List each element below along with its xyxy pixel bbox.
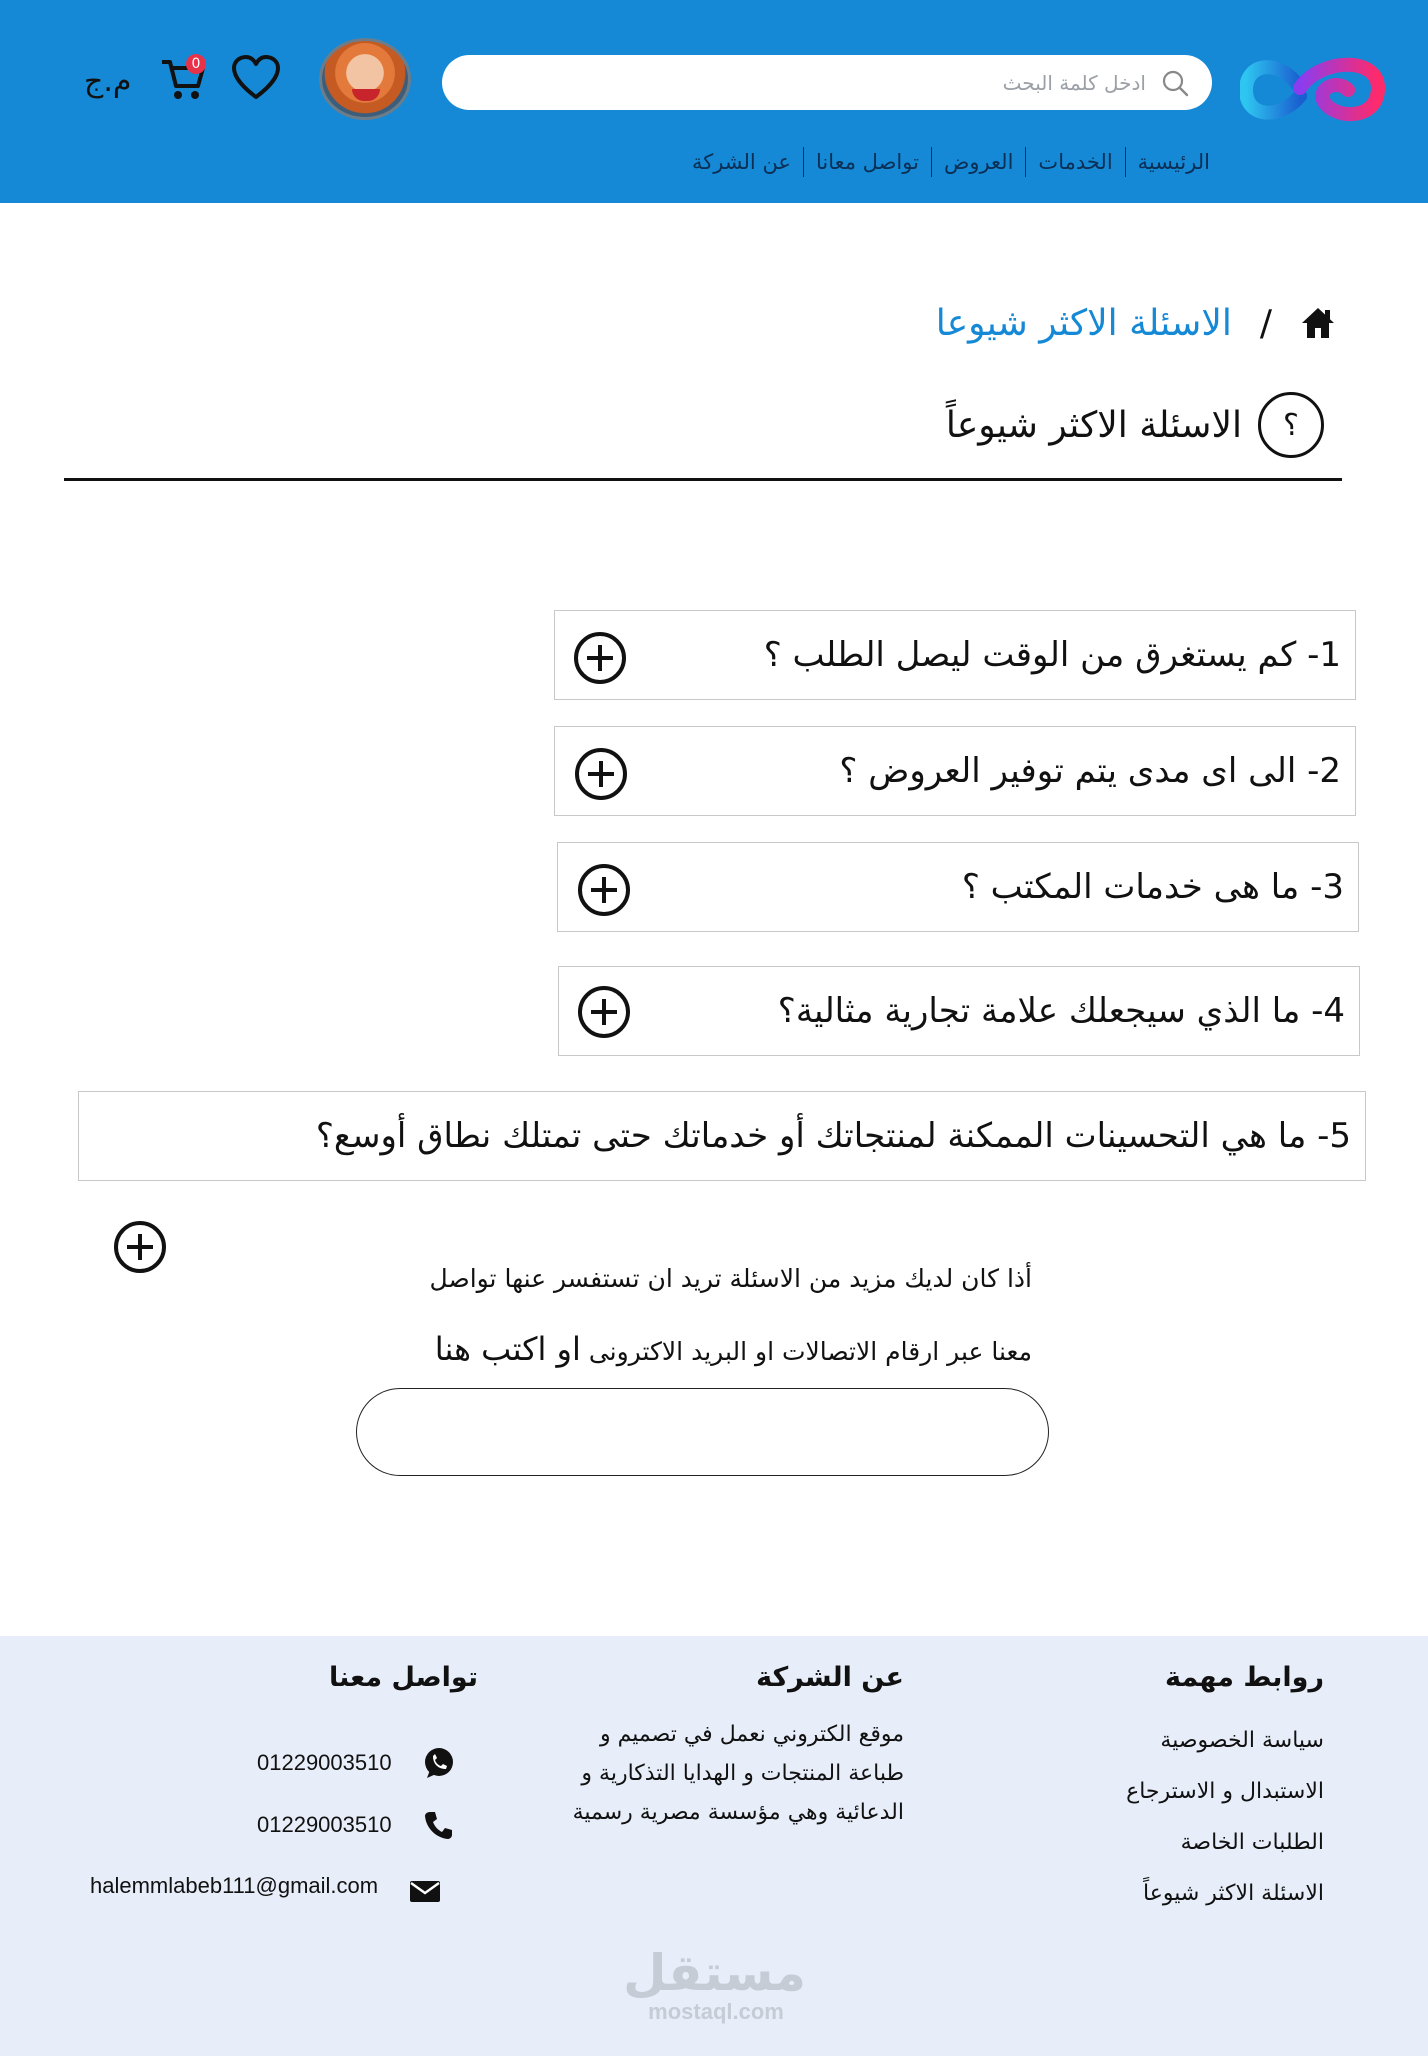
plus-circle-icon[interactable]	[577, 985, 631, 1039]
breadcrumb-current[interactable]: الاسئلة الاكثر شيوعا	[935, 302, 1232, 344]
faq-question: 5- ما هي التحسينات الممكنة لمنتجاتك أو خدماتك حتى تمتلك نطاق أوسع؟	[315, 1116, 1351, 1156]
avatar-smile	[352, 89, 380, 101]
watermark-english: mostaql.com	[648, 1999, 784, 2024]
breadcrumb	[936, 298, 1336, 348]
currency-label[interactable]: م.ج	[84, 64, 132, 99]
faq-item-4[interactable]	[558, 966, 1360, 1056]
question-mark-icon: ؟	[1258, 392, 1324, 458]
home-icon[interactable]	[1300, 306, 1336, 340]
footer-about-title: عن الشركة	[756, 1662, 904, 1693]
page-title: الاسئلة الاكثر شيوعاً	[945, 404, 1242, 446]
faq-question: 4- ما الذي سيجعلك علامة تجارية مثالية؟	[777, 991, 1345, 1031]
help-line-1: أذا كان لديك مزيد من الاسئلة تريد ان تستفسر عنها تواصل	[429, 1264, 1032, 1293]
brand-logo-icon[interactable]	[1240, 48, 1386, 130]
phone-icon	[422, 1808, 456, 1842]
faq-item-1[interactable]	[554, 610, 1356, 700]
faq-item-3[interactable]	[557, 842, 1359, 932]
footer-contact-title: تواصل معنا	[328, 1662, 478, 1693]
faq-question: 3- ما هى خدمات المكتب ؟	[961, 867, 1344, 907]
nav-item-services[interactable]: الخدمات	[1038, 150, 1113, 174]
main-nav	[680, 146, 1222, 178]
nav-item-offers[interactable]: العروض	[943, 150, 1014, 174]
contact-whatsapp[interactable]	[257, 1746, 456, 1780]
question-input[interactable]	[356, 1388, 1049, 1476]
faq-question: 1- كم يستغرق من الوقت ليصل الطلب ؟	[763, 635, 1341, 675]
nav-item-contact[interactable]: تواصل معانا	[815, 150, 919, 174]
footer-links-title: روابط مهمة	[1164, 1662, 1324, 1693]
plus-circle-icon[interactable]	[113, 1220, 167, 1274]
plus-circle-icon[interactable]	[577, 863, 631, 917]
faq-item-5[interactable]	[78, 1091, 1366, 1181]
mail-icon	[408, 1874, 442, 1908]
footer	[0, 1636, 1428, 2056]
contact-phone[interactable]	[257, 1808, 456, 1842]
breadcrumb-separator: /	[1259, 302, 1272, 344]
nav-item-home[interactable]: الرئيسية	[1137, 150, 1210, 174]
email-address: halemmlabeb111@gmail.com	[90, 1873, 379, 1898]
footer-about-column	[564, 1662, 904, 1832]
page-title-row	[946, 392, 1324, 458]
plus-circle-icon[interactable]	[574, 747, 628, 801]
whatsapp-icon	[422, 1746, 456, 1780]
search-icon[interactable]	[1160, 68, 1190, 98]
footer-links-column	[1126, 1662, 1324, 1919]
heart-icon[interactable]	[231, 55, 281, 101]
search-bar[interactable]	[442, 55, 1212, 110]
title-divider	[64, 478, 1342, 481]
cart-count-badge: 0	[186, 54, 206, 74]
help-write-here: او اكتب هنا	[434, 1330, 581, 1368]
nav-item-about[interactable]: عن الشركة	[691, 150, 791, 174]
faq-question: 2- الى اى مدى يتم توفير العروض ؟	[839, 751, 1341, 791]
watermark-arabic: مستقل	[623, 1944, 806, 2002]
footer-link-returns[interactable]: الاستبدال و الاسترجاع	[1126, 1779, 1324, 1804]
phone-number: 01229003510	[257, 1812, 392, 1837]
help-line-2-text: معنا عبر ارقام الاتصالات او البريد الاكترونى	[588, 1337, 1032, 1366]
footer-link-special-orders[interactable]: الطلبات الخاصة	[1180, 1830, 1324, 1855]
top-header	[0, 0, 1428, 203]
help-line-2	[332, 1314, 1032, 1387]
footer-contact-column	[329, 1662, 478, 1715]
mostaql-watermark	[623, 1944, 806, 2024]
footer-link-faq[interactable]: الاسئلة الاكثر شيوعاً	[1143, 1881, 1324, 1906]
user-avatar[interactable]	[319, 38, 411, 120]
help-text	[332, 1244, 1032, 1387]
search-input[interactable]	[496, 55, 1146, 110]
faq-item-2[interactable]	[554, 726, 1356, 816]
footer-link-privacy[interactable]: سياسة الخصوصية	[1160, 1728, 1324, 1753]
contact-email[interactable]	[90, 1864, 442, 1908]
whatsapp-number: 01229003510	[257, 1750, 392, 1775]
footer-about-text: موقع الكتروني نعمل في تصميم و طباعة المنتجات و الهدايا التذكارية و الدعائية وهي مؤسسة مصرية رسمية	[572, 1722, 904, 1825]
plus-circle-icon[interactable]	[573, 631, 627, 685]
